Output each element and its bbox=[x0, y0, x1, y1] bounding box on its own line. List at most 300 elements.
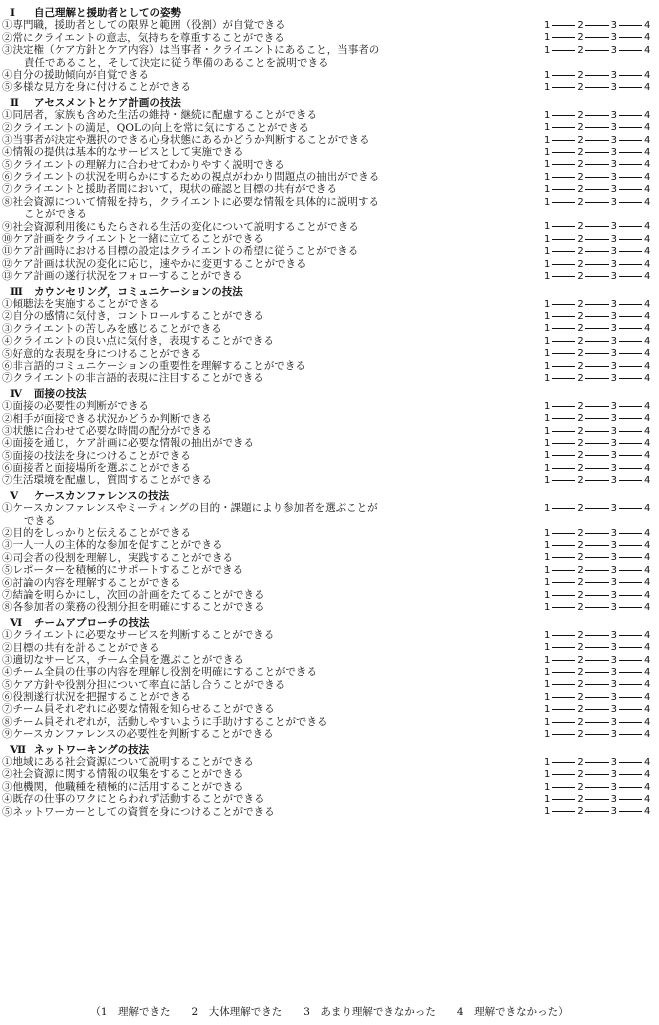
question-text: ③適切なサービス，チーム全員を選ぶことができる bbox=[2, 653, 244, 666]
rating-scale bbox=[544, 691, 650, 703]
scale-dash bbox=[619, 734, 642, 735]
question-item bbox=[0, 679, 659, 691]
question-text: ④クライエントの良い点に気付き，表現することができる bbox=[2, 335, 274, 348]
scale-option-3: 3 bbox=[610, 258, 618, 270]
scale-option-1: 1 bbox=[544, 793, 551, 805]
scale-dash bbox=[585, 75, 608, 76]
question-text: ④司会者の役割を理解し，実践することができる bbox=[2, 551, 233, 564]
scale-dash bbox=[619, 140, 642, 141]
scale-option-1: 1 bbox=[544, 781, 551, 793]
scale-option-3: 3 bbox=[610, 704, 618, 716]
rating-scale bbox=[544, 679, 650, 691]
question-item bbox=[0, 310, 659, 322]
question-item bbox=[0, 372, 659, 384]
scale-option-1: 1 bbox=[544, 109, 551, 121]
scale-dash bbox=[585, 152, 608, 153]
scale-option-3: 3 bbox=[610, 642, 618, 654]
question-text: ⑫ケア計画は状況の変化に応じ，速やかに変更することができる bbox=[2, 257, 307, 270]
scale-dash bbox=[619, 684, 642, 685]
scale-dash bbox=[585, 366, 608, 367]
question-item bbox=[0, 601, 659, 613]
scale-option-1: 1 bbox=[544, 323, 551, 335]
scale-option-1: 1 bbox=[544, 552, 551, 564]
scale-option-2: 2 bbox=[577, 475, 584, 487]
section-title: 自己理解と援助者としての姿勢 bbox=[34, 7, 181, 19]
rating-scale bbox=[544, 474, 650, 486]
scale-dash bbox=[552, 304, 575, 305]
scale-dash bbox=[585, 570, 608, 571]
scale-option-1: 1 bbox=[544, 502, 551, 514]
scale-option-4: 4 bbox=[643, 667, 651, 678]
scale-dash bbox=[552, 264, 575, 265]
rating-scale bbox=[544, 233, 650, 245]
rating-scale bbox=[544, 258, 650, 270]
scale-option-3: 3 bbox=[610, 769, 618, 781]
scale-option-3: 3 bbox=[610, 270, 618, 282]
scale-option-4: 4 bbox=[643, 462, 651, 474]
scale-option-4: 4 bbox=[643, 527, 651, 539]
scale-option-1: 1 bbox=[544, 82, 551, 94]
scale-option-4: 4 bbox=[643, 728, 651, 740]
rating-scale bbox=[544, 539, 650, 551]
scale-dash bbox=[552, 164, 575, 165]
question-item bbox=[0, 577, 659, 589]
scale-option-3: 3 bbox=[610, 667, 618, 678]
section-number: Ⅲ bbox=[10, 285, 23, 298]
scale-option-2: 2 bbox=[577, 589, 584, 601]
question-item bbox=[0, 32, 659, 44]
rating-scale bbox=[544, 527, 650, 539]
scale-option-1: 1 bbox=[544, 642, 551, 654]
question-item bbox=[0, 716, 659, 728]
scale-option-2: 2 bbox=[577, 134, 584, 146]
rating-scale bbox=[544, 589, 650, 601]
scale-option-1: 1 bbox=[544, 667, 551, 678]
scale-option-1: 1 bbox=[544, 32, 551, 44]
scale-dash bbox=[619, 239, 642, 240]
scale-dash bbox=[552, 25, 575, 26]
rating-scale bbox=[544, 666, 650, 678]
scale-option-3: 3 bbox=[610, 109, 618, 121]
scale-option-4: 4 bbox=[643, 781, 651, 793]
scale-option-4: 4 bbox=[643, 44, 651, 56]
scale-dash bbox=[552, 595, 575, 596]
scale-dash bbox=[585, 799, 608, 800]
scale-dash bbox=[585, 226, 608, 227]
question-text: ⑧各参加者の業務の役割分担を明確にすることができる bbox=[2, 601, 265, 614]
question-item bbox=[0, 462, 659, 474]
rating-scale bbox=[544, 781, 650, 793]
scale-dash bbox=[552, 607, 575, 608]
question-text: ①傾聴法を実施することができる bbox=[2, 297, 160, 310]
rating-scale bbox=[544, 768, 650, 780]
scale-dash bbox=[619, 366, 642, 367]
scale-dash bbox=[552, 811, 575, 812]
question-text: ⑨ケースカンファレンスの必要性を判断することができる bbox=[2, 728, 274, 741]
scale-option-3: 3 bbox=[610, 400, 618, 412]
scale-option-1: 1 bbox=[544, 450, 551, 462]
scale-option-2: 2 bbox=[577, 667, 584, 678]
scale-option-4: 4 bbox=[643, 246, 651, 258]
question-item bbox=[0, 109, 659, 121]
scale-option-2: 2 bbox=[577, 781, 584, 793]
question-item bbox=[0, 768, 659, 780]
scale-option-4: 4 bbox=[643, 475, 651, 487]
scale-dash bbox=[585, 468, 608, 469]
question-item bbox=[0, 666, 659, 678]
scale-option-1: 1 bbox=[544, 233, 551, 245]
scale-dash bbox=[619, 647, 642, 648]
scale-dash bbox=[585, 684, 608, 685]
scale-option-4: 4 bbox=[643, 82, 651, 94]
scale-dash bbox=[552, 468, 575, 469]
scale-dash bbox=[585, 202, 608, 203]
scale-dash bbox=[619, 304, 642, 305]
rating-scale bbox=[544, 502, 650, 514]
scale-option-1: 1 bbox=[544, 806, 551, 818]
scale-option-1: 1 bbox=[544, 425, 551, 437]
scale-dash bbox=[552, 251, 575, 252]
scale-dash bbox=[619, 115, 642, 116]
scale-dash bbox=[585, 762, 608, 763]
question-text: ②社会資源に関する情報の収集をすることができる bbox=[2, 768, 244, 781]
scale-dash bbox=[619, 545, 642, 546]
section-number: Ⅱ bbox=[10, 96, 19, 109]
question-text: ②クライエントの満足，QOLの向上を常に気にすることができる bbox=[2, 121, 309, 134]
scale-option-4: 4 bbox=[643, 69, 651, 81]
section-number: Ⅴ bbox=[10, 489, 19, 502]
question-text: ⑪ケア計画時における目標の設定はクライエントの希望に従うことができる bbox=[2, 245, 359, 258]
scale-option-3: 3 bbox=[610, 146, 618, 158]
scale-option-2: 2 bbox=[577, 413, 584, 425]
scale-dash bbox=[585, 774, 608, 775]
question-item bbox=[0, 552, 659, 564]
rating-scale bbox=[544, 716, 650, 728]
question-text: ⑤ネットワーカーとしての資質を身につけることができる bbox=[2, 805, 275, 818]
scale-option-2: 2 bbox=[577, 450, 584, 462]
scale-option-4: 4 bbox=[643, 221, 651, 233]
scale-option-1: 1 bbox=[544, 691, 551, 703]
question-item bbox=[0, 233, 659, 245]
scale-dash bbox=[619, 468, 642, 469]
scale-dash bbox=[585, 316, 608, 317]
question-item bbox=[0, 221, 659, 233]
section-title: アセスメントとケア計画の技法 bbox=[34, 96, 181, 109]
scale-option-1: 1 bbox=[544, 184, 551, 196]
question-text: ⑤多様な見方を身に付けることができる bbox=[2, 81, 191, 94]
question-text: ①同居者，家族も含めた生活の維持・継続に配慮することができる bbox=[2, 109, 317, 122]
scale-option-1: 1 bbox=[544, 122, 551, 134]
scale-dash bbox=[619, 533, 642, 534]
scale-option-4: 4 bbox=[643, 691, 651, 703]
scale-dash bbox=[552, 734, 575, 735]
section-heading bbox=[0, 97, 659, 109]
scale-option-1: 1 bbox=[544, 44, 551, 56]
scale-dash bbox=[585, 37, 608, 38]
section-number: Ⅵ bbox=[10, 616, 23, 629]
scale-option-2: 2 bbox=[577, 577, 584, 589]
rating-scale bbox=[544, 806, 650, 818]
scale-option-4: 4 bbox=[643, 32, 651, 44]
question-item bbox=[0, 122, 659, 134]
section-5 bbox=[0, 487, 659, 614]
scale-option-3: 3 bbox=[610, 728, 618, 740]
scale-option-4: 4 bbox=[643, 629, 651, 641]
question-item bbox=[0, 245, 659, 257]
scale-dash bbox=[585, 276, 608, 277]
scale-dash bbox=[552, 557, 575, 558]
scale-dash bbox=[552, 672, 575, 673]
scale-dash bbox=[619, 557, 642, 558]
scale-option-4: 4 bbox=[643, 270, 651, 282]
scale-option-4: 4 bbox=[643, 335, 651, 347]
section-heading bbox=[0, 286, 659, 298]
question-text: ⑦結論を明らかにし，次回の計画をたてることができる bbox=[2, 588, 265, 601]
scale-option-3: 3 bbox=[610, 196, 618, 208]
rating-scale bbox=[544, 19, 650, 31]
question-item bbox=[0, 691, 659, 703]
question-item bbox=[0, 258, 659, 270]
question-item bbox=[0, 450, 659, 462]
scale-option-2: 2 bbox=[577, 360, 584, 372]
question-item bbox=[0, 298, 659, 310]
scale-option-1: 1 bbox=[544, 756, 551, 768]
scale-dash bbox=[585, 582, 608, 583]
scale-option-3: 3 bbox=[610, 335, 618, 347]
scale-option-1: 1 bbox=[544, 577, 551, 589]
scale-dash bbox=[552, 202, 575, 203]
scale-option-1: 1 bbox=[544, 769, 551, 781]
scale-dash bbox=[619, 811, 642, 812]
rating-scale bbox=[544, 159, 650, 171]
scale-dash bbox=[552, 115, 575, 116]
question-text: ①専門職，援助者としての限界と範囲（役割）が自覚できる bbox=[2, 19, 286, 32]
scale-option-1: 1 bbox=[544, 270, 551, 282]
question-text: ②目的をしっかりと伝えることができる bbox=[2, 527, 191, 540]
scale-dash bbox=[619, 799, 642, 800]
scale-dash bbox=[585, 189, 608, 190]
scale-dash bbox=[552, 684, 575, 685]
question-text: ④情報の提供は基本的なサービスとして実施できる bbox=[2, 146, 244, 159]
section-number: Ⅰ bbox=[10, 7, 15, 19]
scale-option-2: 2 bbox=[577, 602, 584, 614]
scale-dash bbox=[619, 50, 642, 51]
section-number: Ⅶ bbox=[10, 743, 27, 756]
question-text: ①面接の必要性の判断ができる bbox=[2, 400, 149, 413]
question-text: ③一人一人の主体的な参加を促すことができる bbox=[2, 539, 223, 552]
section-heading bbox=[0, 744, 659, 756]
scale-option-1: 1 bbox=[544, 704, 551, 716]
scale-dash bbox=[585, 734, 608, 735]
rating-scale bbox=[544, 629, 650, 641]
scale-option-3: 3 bbox=[610, 781, 618, 793]
scale-option-4: 4 bbox=[643, 134, 651, 146]
scale-option-2: 2 bbox=[577, 348, 584, 360]
scale-dash bbox=[552, 341, 575, 342]
rating-scale bbox=[544, 728, 650, 740]
scale-option-3: 3 bbox=[610, 360, 618, 372]
scale-option-1: 1 bbox=[544, 589, 551, 601]
question-item bbox=[0, 756, 659, 768]
rating-scale bbox=[544, 270, 650, 282]
scale-dash bbox=[619, 264, 642, 265]
question-item bbox=[0, 589, 659, 601]
scale-option-2: 2 bbox=[577, 323, 584, 335]
question-text: ③決定権（ケア方針とケア内容）は当事者・クライエントにあること，当事者の bbox=[2, 44, 380, 57]
question-text: ④面接を通じ，ケア計画に必要な情報の抽出ができる bbox=[2, 437, 254, 450]
scale-option-3: 3 bbox=[610, 450, 618, 462]
question-text: ②目標の共有を計ることができる bbox=[2, 641, 160, 654]
scale-option-1: 1 bbox=[544, 462, 551, 474]
scale-option-3: 3 bbox=[610, 311, 618, 323]
question-text: ②常にクライエントの意志，気持ちを尊重することができる bbox=[2, 31, 285, 44]
scale-dash bbox=[619, 709, 642, 710]
rating-scale bbox=[544, 221, 650, 233]
scale-dash bbox=[552, 799, 575, 800]
scale-option-4: 4 bbox=[643, 233, 651, 245]
scale-dash bbox=[619, 152, 642, 153]
rating-scale bbox=[544, 577, 650, 589]
rating-scale bbox=[544, 400, 650, 412]
scale-option-2: 2 bbox=[577, 311, 584, 323]
scale-option-2: 2 bbox=[577, 146, 584, 158]
scale-dash bbox=[552, 709, 575, 710]
scale-option-3: 3 bbox=[610, 629, 618, 641]
scale-option-1: 1 bbox=[544, 221, 551, 233]
scale-option-4: 4 bbox=[643, 564, 651, 576]
section-2 bbox=[0, 94, 659, 283]
scale-dash bbox=[552, 353, 575, 354]
scale-dash bbox=[552, 431, 575, 432]
scale-option-4: 4 bbox=[643, 311, 651, 323]
scale-dash bbox=[585, 533, 608, 534]
scale-dash bbox=[619, 202, 642, 203]
scale-dash bbox=[585, 25, 608, 26]
question-item bbox=[0, 413, 659, 425]
rating-scale bbox=[544, 450, 650, 462]
rating-scale bbox=[544, 437, 650, 449]
scale-dash bbox=[552, 127, 575, 128]
question-text: ④チーム全員の仕事の内容を理解し役割を明確にすることができる bbox=[2, 666, 317, 679]
scale-option-3: 3 bbox=[610, 756, 618, 768]
scale-option-1: 1 bbox=[544, 728, 551, 740]
scale-option-1: 1 bbox=[544, 348, 551, 360]
scale-dash bbox=[585, 455, 608, 456]
scale-option-2: 2 bbox=[577, 32, 584, 44]
question-text-continued: ことができる bbox=[24, 208, 87, 221]
rating-scale bbox=[544, 196, 650, 208]
scale-dash bbox=[585, 607, 608, 608]
scale-dash bbox=[585, 115, 608, 116]
scale-option-3: 3 bbox=[610, 540, 618, 552]
question-text: ⑨社会資源利用後にもたらされる生活の変化について説明することができる bbox=[2, 220, 359, 233]
question-text: ⑩ケア計画をクライエントと一緒に立てることができる bbox=[2, 233, 264, 246]
question-item bbox=[0, 806, 659, 818]
scale-option-2: 2 bbox=[577, 642, 584, 654]
question-text: ③クライエントの苦しみを感じることができる bbox=[2, 322, 222, 335]
scale-option-2: 2 bbox=[577, 769, 584, 781]
scale-dash bbox=[585, 672, 608, 673]
rating-scale bbox=[544, 81, 650, 93]
question-text: ⑥非言語的コミュニケーションの重要性を理解することができる bbox=[2, 359, 306, 372]
scale-option-3: 3 bbox=[610, 323, 618, 335]
scale-option-3: 3 bbox=[610, 134, 618, 146]
rating-scale bbox=[544, 348, 650, 360]
scale-option-2: 2 bbox=[577, 373, 584, 385]
scale-dash bbox=[552, 508, 575, 509]
scale-dash bbox=[585, 418, 608, 419]
scale-option-1: 1 bbox=[544, 654, 551, 666]
question-item bbox=[0, 146, 659, 158]
scale-dash bbox=[552, 366, 575, 367]
question-text: ⑥役割遂行状況を把握することができる bbox=[2, 691, 191, 704]
scale-dash bbox=[619, 443, 642, 444]
question-text: ①ケースカンファレンスやミーティングの目的・課題により参加者を選ぶことが bbox=[2, 502, 378, 515]
scale-dash bbox=[619, 316, 642, 317]
scale-option-1: 1 bbox=[544, 69, 551, 81]
scale-option-2: 2 bbox=[577, 502, 584, 514]
scale-option-1: 1 bbox=[544, 196, 551, 208]
scale-option-3: 3 bbox=[610, 159, 618, 171]
scale-option-1: 1 bbox=[544, 716, 551, 728]
scale-option-3: 3 bbox=[610, 716, 618, 728]
rating-scale bbox=[544, 183, 650, 195]
scale-option-2: 2 bbox=[577, 109, 584, 121]
question-item bbox=[0, 19, 659, 31]
scale-option-3: 3 bbox=[610, 413, 618, 425]
scale-option-1: 1 bbox=[544, 246, 551, 258]
scale-dash bbox=[552, 762, 575, 763]
scale-option-2: 2 bbox=[577, 122, 584, 134]
scale-option-3: 3 bbox=[610, 82, 618, 94]
rating-scale bbox=[544, 335, 650, 347]
question-item bbox=[0, 781, 659, 793]
scale-dash bbox=[552, 545, 575, 546]
scale-option-3: 3 bbox=[610, 691, 618, 703]
rating-scale bbox=[544, 32, 650, 44]
scale-dash bbox=[619, 406, 642, 407]
scale-option-2: 2 bbox=[577, 728, 584, 740]
question-text: ⑤ケア方針や役割分担について率直に話し合うことができる bbox=[2, 678, 286, 691]
scale-dash bbox=[619, 455, 642, 456]
section-number: Ⅳ bbox=[10, 387, 22, 400]
scale-option-3: 3 bbox=[610, 806, 618, 818]
scale-dash bbox=[619, 251, 642, 252]
scale-dash bbox=[619, 75, 642, 76]
scale-option-2: 2 bbox=[577, 793, 584, 805]
scale-dash bbox=[552, 455, 575, 456]
scale-option-3: 3 bbox=[610, 654, 618, 666]
scale-option-3: 3 bbox=[610, 564, 618, 576]
rating-scale bbox=[544, 601, 650, 613]
scale-dash bbox=[552, 276, 575, 277]
scale-dash bbox=[552, 635, 575, 636]
scale-option-3: 3 bbox=[610, 552, 618, 564]
question-item bbox=[0, 183, 659, 195]
scale-dash bbox=[585, 406, 608, 407]
scale-option-3: 3 bbox=[610, 298, 618, 310]
scale-dash bbox=[552, 50, 575, 51]
question-item bbox=[0, 502, 659, 527]
scale-dash bbox=[585, 647, 608, 648]
section-title: カウンセリング，コミュニケーションの技法 bbox=[34, 285, 243, 298]
scale-option-3: 3 bbox=[610, 221, 618, 233]
scale-option-1: 1 bbox=[544, 629, 551, 641]
scale-option-4: 4 bbox=[643, 589, 651, 601]
scale-option-4: 4 bbox=[643, 552, 651, 564]
scale-dash bbox=[585, 595, 608, 596]
scale-option-2: 2 bbox=[577, 691, 584, 703]
